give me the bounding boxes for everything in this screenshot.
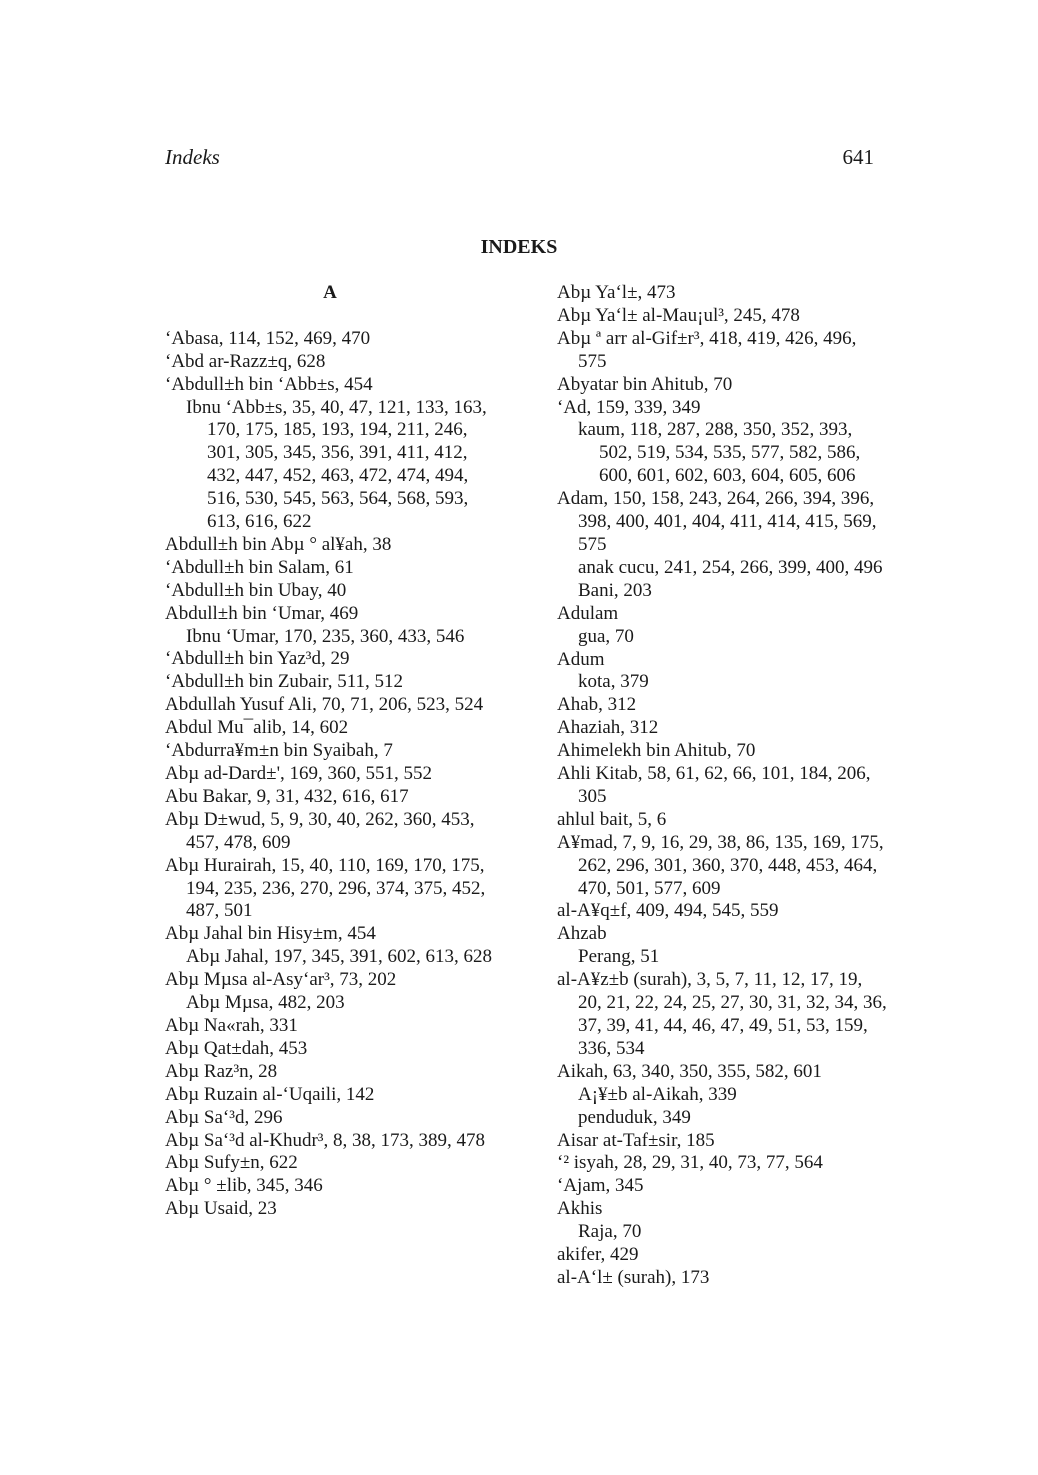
index-entry: ‘Ajam, 345 bbox=[557, 1175, 644, 1197]
index-entry: Aisar at-Taf±sir, 185 bbox=[557, 1129, 715, 1151]
index-column-right bbox=[557, 282, 887, 1290]
index-column-left bbox=[165, 282, 495, 1221]
index-subentry: anak cucu, 241, 254, 266, 399, 400, 496 bbox=[578, 556, 883, 578]
index-entry: A¥mad, 7, 9, 16, 29, 38, 86, 135, 169, 175, 262, 296, 301, 360, 370, 448, 453, 464, 470, 501, 577, 609 bbox=[557, 831, 884, 899]
index-subentry: Abµ Mµsa, 482, 203 bbox=[186, 992, 345, 1014]
index-entry: ‘Abasa, 114, 152, 469, 470 bbox=[165, 327, 371, 349]
index-entry: Ahzab bbox=[557, 923, 607, 945]
index-title: INDEKS bbox=[480, 236, 558, 258]
index-entry: al-A‘l± (surah), 173 bbox=[557, 1266, 710, 1288]
index-subentry: Raja, 70 bbox=[578, 1221, 642, 1243]
index-entry: Adulam bbox=[557, 602, 619, 624]
index-entry: Abµ Na«rah, 331 bbox=[165, 1014, 298, 1036]
index-entry: ‘Ad, 159, 339, 349 bbox=[557, 396, 701, 418]
index-subentry: gua, 70 bbox=[578, 625, 634, 647]
index-entry: akifer, 429 bbox=[557, 1244, 639, 1266]
section-letter: A bbox=[323, 282, 337, 303]
index-entry: Abµ Qat±dah, 453 bbox=[165, 1037, 308, 1059]
index-entry: Abµ Ruzain al-‘Uqaili, 142 bbox=[165, 1083, 375, 1105]
index-entry: Abu Bakar, 9, 31, 432, 616, 617 bbox=[165, 785, 409, 807]
index-entry: Aikah, 63, 340, 350, 355, 582, 601 bbox=[557, 1060, 822, 1082]
index-entry: Abyatar bin Ahitub, 70 bbox=[557, 373, 733, 395]
index-entry: Abdullah Yusuf Ali, 70, 71, 206, 523, 524 bbox=[165, 694, 484, 716]
index-entry: ‘² isyah, 28, 29, 31, 40, 73, 77, 564 bbox=[557, 1152, 823, 1174]
index-entry: al-A¥q±f, 409, 494, 545, 559 bbox=[557, 900, 779, 922]
index-entry: Ahab, 312 bbox=[557, 694, 637, 716]
index-entry: Abµ Jahal bin Hisy±m, 454 bbox=[165, 923, 376, 945]
index-subentry: Bani, 203 bbox=[578, 579, 652, 601]
index-entry: Abdull±h bin ‘Umar, 469 bbox=[165, 602, 359, 624]
running-title: Indeks bbox=[165, 145, 220, 169]
index-entry: Abµ Hurairah, 15, 40, 110, 169, 170, 175, 194, 235, 236, 270, 296, 374, 375, 452, 487, 501 bbox=[165, 854, 486, 922]
index-subentry: A¡¥±b al-Aikah, 339 bbox=[578, 1083, 737, 1105]
index-entry: Abµ Sa‘³d, 296 bbox=[165, 1106, 283, 1128]
index-entry: ahlul bait, 5, 6 bbox=[557, 808, 667, 830]
index-subentry: kaum, 118, 287, 288, 350, 352, 393, 502, 519, 534, 535, 577, 582, 586, 600, 601, 602, 603, 604, 605, 606 bbox=[578, 419, 861, 487]
index-entry: Akhis bbox=[557, 1198, 603, 1220]
index-subentry: Abµ Jahal, 197, 345, 391, 602, 613, 628 bbox=[186, 946, 492, 968]
index-entry: ‘Abdull±h bin Salam, 61 bbox=[165, 556, 354, 578]
index-entry: Ahli Kitab, 58, 61, 62, 66, 101, 184, 206, 305 bbox=[557, 763, 871, 807]
index-entry: ‘Abd ar-Razz±q, 628 bbox=[165, 350, 326, 372]
right-entry-list bbox=[557, 282, 887, 1290]
index-subentry: kota, 379 bbox=[578, 671, 649, 693]
index-entry: Abµ Usaid, 23 bbox=[165, 1198, 277, 1220]
index-entry: Abµ Sa‘³d al-Khudr³, 8, 38, 173, 389, 478 bbox=[165, 1129, 485, 1151]
index-subentry: Ibnu ‘Umar, 170, 235, 360, 433, 546 bbox=[186, 625, 465, 647]
page-number: 641 bbox=[842, 145, 874, 169]
index-entry: Abµ Ya‘l± al-Mau¡ul³, 245, 478 bbox=[557, 304, 800, 326]
index-entry: ‘Abdurra¥m±n bin Syaibah, 7 bbox=[165, 740, 393, 762]
index-entry: Ahimelekh bin Ahitub, 70 bbox=[557, 740, 756, 762]
index-entry: Abµ D±wud, 5, 9, 30, 40, 262, 360, 453, 457, 478, 609 bbox=[165, 808, 475, 853]
index-entry: Abµ Sufy±n, 622 bbox=[165, 1152, 298, 1174]
index-subentry: Ibnu ‘Abb±s, 35, 40, 47, 121, 133, 163, 170, 175, 185, 193, 194, 211, 246, 301, 305, 345, 356, 391, 411, 412, 432, 447, 452, 463, 472, 474, 494, 516, 530, 545, 563, 564, 568, 593, 613, 616, 622 bbox=[186, 396, 487, 533]
index-entry: ‘Abdull±h bin Zubair, 511, 512 bbox=[165, 671, 403, 693]
left-entry-list bbox=[165, 328, 495, 1221]
index-entry: Abµ ª arr al-Gif±r³, 418, 419, 426, 496, 575 bbox=[557, 327, 857, 372]
index-entry: Abµ ° ±lib, 345, 346 bbox=[165, 1175, 323, 1197]
index-entry: Adam, 150, 158, 243, 264, 266, 394, 396, 398, 400, 401, 404, 411, 414, 415, 569, 575 bbox=[557, 488, 877, 555]
index-entry: Adum bbox=[557, 648, 605, 670]
index-subentry: Perang, 51 bbox=[578, 946, 660, 968]
index-entry: Abµ ad-Dard±', 169, 360, 551, 552 bbox=[165, 763, 433, 784]
index-entry: al-A¥z±b (surah), 3, 5, 7, 11, 12, 17, 19, 20, 21, 22, 24, 25, 27, 30, 31, 32, 34, 36, 37, 39, 41, 44, 46, 47, 49, 51, 53, 159, 336, 534 bbox=[557, 969, 887, 1059]
index-entry: ‘Abdull±h bin ‘Abb±s, 454 bbox=[165, 373, 373, 395]
index-entry: Ahaziah, 312 bbox=[557, 717, 659, 739]
index-entry: ‘Abdull±h bin Ubay, 40 bbox=[165, 579, 347, 601]
index-entry: Abµ Ya‘l±, 473 bbox=[557, 282, 676, 303]
index-entry: ‘Abdull±h bin Yaz³d, 29 bbox=[165, 648, 350, 670]
index-entry: Abdul Mu¯alib, 14, 602 bbox=[165, 717, 349, 739]
index-entry: Abdull±h bin Abµ ° al¥ah, 38 bbox=[165, 533, 392, 555]
index-entry: Abµ Mµsa al-Asy‘ar³, 73, 202 bbox=[165, 969, 397, 991]
index-entry: Abµ Raz³n, 28 bbox=[165, 1060, 278, 1082]
index-subentry: penduduk, 349 bbox=[578, 1106, 691, 1128]
